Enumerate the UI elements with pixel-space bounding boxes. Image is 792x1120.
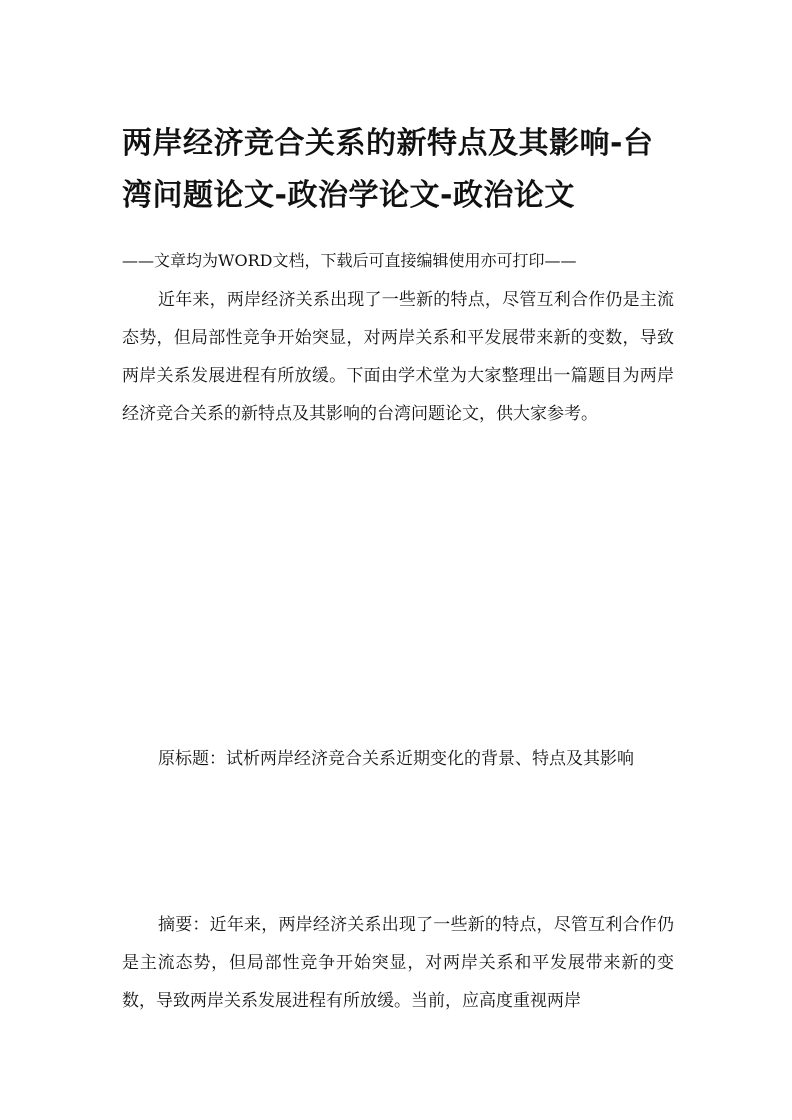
document-title: 两岸经济竞合关系的新特点及其影响-台湾问题论文-政治学论文-政治论文 <box>122 126 654 213</box>
original-title: 原标题：试析两岸经济竞合关系近期变化的背景、特点及其影响 <box>158 749 634 769</box>
download-notice: ——文章均为WORD文档，下载后可直接编辑使用亦可打印—— <box>122 251 577 270</box>
abstract-paragraph: 摘要：近年来，两岸经济关系出现了一些新的特点，尽管互利合作仍是主流态势，但局部性竞争开始突显，对两岸关系和平发展带来新的变数，导致两岸关系发展进程有所放缓。当前，应高度重视两岸 <box>122 915 674 1011</box>
intro-paragraph: 近年来，两岸经济关系出现了一些新的特点，尽管互利合作仍是主流态势，但局部性竞争开始突显，对两岸关系和平发展带来新的变数，导致两岸关系发展进程有所放缓。下面由学术堂为大家整理出一篇题目为两岸经济竞合关系的新特点及其影响的台湾问题论文，供大家参考。 <box>122 290 674 424</box>
